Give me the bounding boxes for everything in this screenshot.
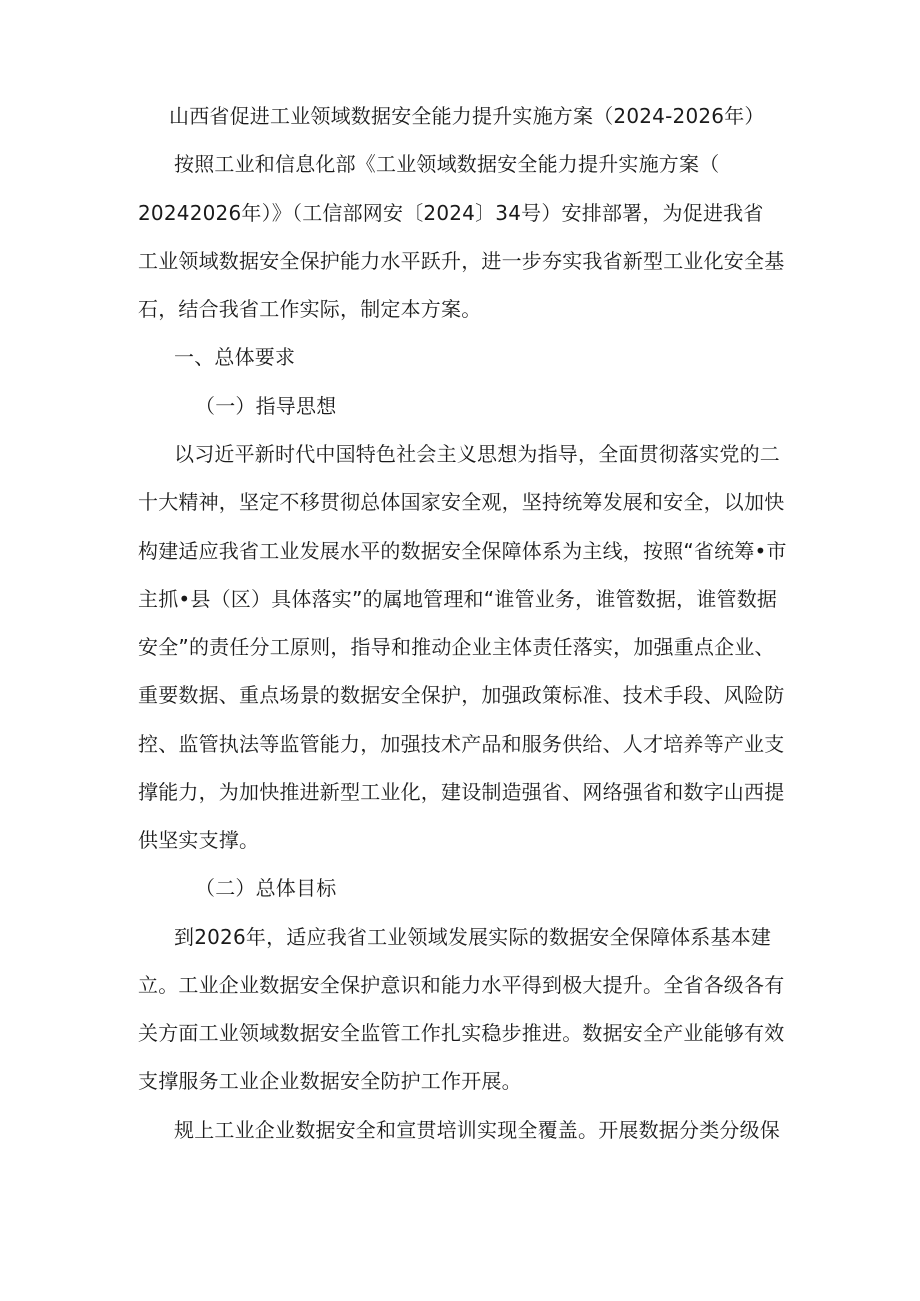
section-heading-1: 一、总体要求 [174, 345, 296, 369]
guiding-thought-line-1: 以习近平新时代中国特色社会主义思想为指导，全面贯彻落实党的二 [174, 442, 780, 466]
overall-goal-line-4: 支撑服务工业企业数据安全防护工作开展。 [138, 1069, 522, 1093]
overall-goal-para2-line-1: 规上工业企业数据安全和宣贯培训实现全覆盖。开展数据分类分级保 [174, 1118, 780, 1142]
guiding-thought-line-2: 十大精神，坚定不移贯彻总体国家安全观，坚持统筹发展和安全，以加快 [138, 490, 785, 514]
intro-line-1: 按照工业和信息化部《工业领域数据安全能力提升实施方案（ [174, 152, 720, 176]
intro-line-3: 工业领域数据安全保护能力水平跃升，进一步夯实我省新型工业化安全基 [138, 249, 785, 273]
intro-line-2: 20242026年）》（工信部网安〔2024〕34号）安排部署，为促进我省 [138, 201, 764, 225]
guiding-thought-line-7: 控、监管执法等监管能力，加强技术产品和服务供给、人才培养等产业支 [138, 732, 785, 756]
guiding-thought-line-6: 重要数据、重点场景的数据安全保护，加强政策标准、技术手段、风险防 [138, 683, 785, 707]
overall-goal-line-3: 关方面工业领域数据安全监管工作扎实稳步推进。数据安全产业能够有效 [138, 1021, 785, 1045]
subsection-heading-guiding-thought: （一）指导思想 [195, 394, 337, 418]
guiding-thought-line-8: 撑能力，为加快推进新型工业化，建设制造强省、网络强省和数字山西提 [138, 780, 785, 804]
overall-goal-line-1: 到2026年，适应我省工业领域发展实际的数据安全保障体系基本建 [174, 925, 772, 949]
guiding-thought-line-9: 供坚实支撑。 [138, 828, 260, 852]
guiding-thought-line-3: 构建适应我省工业发展水平的数据安全保障体系为主线，按照“省统筹•市 [138, 539, 787, 563]
document-title: 山西省促进工业领域数据安全能力提升实施方案（2024-2026年） [169, 104, 765, 128]
guiding-thought-line-4: 主抓•县（区）具体落实”的属地管理和“谁管业务，谁管数据，谁管数据 [138, 587, 778, 611]
subsection-heading-overall-goal: （二）总体目标 [195, 876, 337, 900]
guiding-thought-line-5: 安全”的责任分工原则，指导和推动企业主体责任落实，加强重点企业、 [138, 635, 775, 659]
overall-goal-line-2: 立。工业企业数据安全保护意识和能力水平得到极大提升。全省各级各有 [138, 973, 785, 997]
intro-line-4: 石，结合我省工作实际，制定本方案。 [138, 297, 482, 321]
